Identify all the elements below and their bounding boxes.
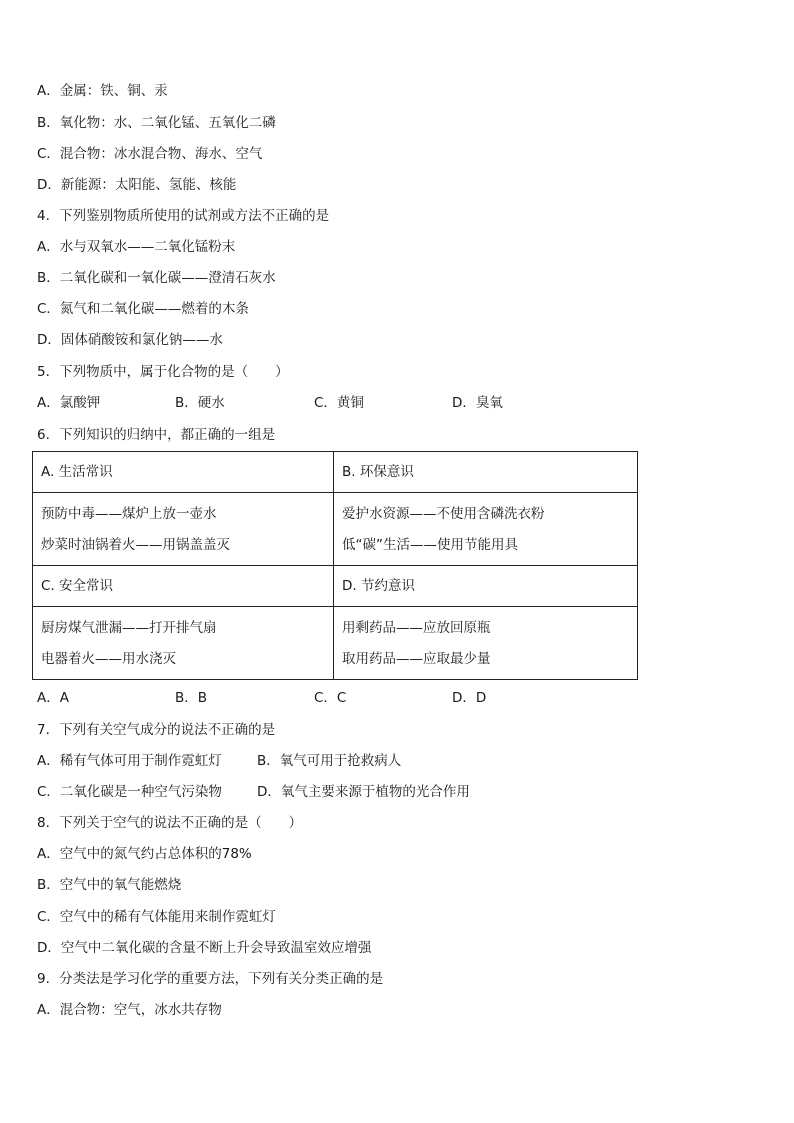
q3-option-c: C．混合物：冰水混合物、海水、空气 [37, 146, 263, 162]
table-c-line1: 厨房煤气泄漏——打开排气扇 [41, 620, 217, 636]
table-cell-d-body [334, 607, 638, 680]
q8-option-b: B．空气中的氧气能燃烧 [37, 877, 182, 893]
q6-option-b: B．B [175, 690, 208, 706]
table-b-line2: 低“碳”生活——使用节能用具 [342, 537, 518, 553]
table-cell-d-head: D. 节约意识 [334, 566, 638, 607]
q7-option-c: C．二氧化碳是一种空气污染物 [37, 784, 222, 800]
q4-option-a: A．水与双氧水——二氧化锰粉末 [37, 239, 236, 255]
q6-option-c: C．C [314, 690, 347, 706]
q3-option-b: B．氧化物：水、二氧化锰、五氧化二磷 [37, 115, 276, 131]
table-cell-c-body [33, 607, 334, 680]
q4-stem: 4．下列鉴别物质所使用的试剂或方法不正确的是 [37, 208, 330, 224]
table-cell-c-head: C. 安全常识 [33, 566, 334, 607]
table-cell-a-head: A. 生活常识 [33, 452, 334, 493]
q4-option-c: C．氮气和二氧化碳——燃着的木条 [37, 301, 249, 317]
q8-option-d: D．空气中二氧化碳的含量不断上升会导致温室效应增强 [37, 940, 372, 956]
q7-option-a: A．稀有气体可用于制作霓虹灯 [37, 753, 222, 769]
table-cell-a-body [33, 493, 334, 566]
q6-stem: 6．下列知识的归纳中，都正确的一组是 [37, 427, 276, 443]
q7-option-d: D．氧气主要来源于植物的光合作用 [257, 784, 470, 800]
q9-stem: 9．分类法是学习化学的重要方法，下列有关分类正确的是 [37, 971, 384, 987]
q6-knowledge-table [32, 451, 638, 680]
table-cell-b-head: B. 环保意识 [334, 452, 638, 493]
q4-option-b: B．二氧化碳和一氧化碳——澄清石灰水 [37, 270, 276, 286]
q5-option-c: C．黄铜 [314, 395, 364, 411]
q9-option-a: A．混合物：空气，冰水共存物 [37, 1002, 222, 1018]
q5-option-a: A．氯酸钾 [37, 395, 101, 411]
q5-option-b: B．硬水 [175, 395, 225, 411]
q3-option-a: A．金属：铁、铜、汞 [37, 83, 168, 99]
q8-option-a: A．空气中的氮气约占总体积的78% [37, 846, 252, 862]
table-cell-b-body [334, 493, 638, 566]
table-d-line2: 取用药品——应取最少量 [342, 651, 491, 667]
table-a-line1: 预防中毒——煤炉上放一壶水 [41, 506, 217, 522]
q8-stem: 8．下列关于空气的说法不正确的是（ ） [37, 815, 303, 831]
table-a-line2: 炒菜时油锅着火——用锅盖盖灭 [41, 537, 230, 553]
q8-option-c: C．空气中的稀有气体能用来制作霓虹灯 [37, 909, 276, 925]
table-d-line1: 用剩药品——应放回原瓶 [342, 620, 491, 636]
q3-option-d: D．新能源：太阳能、氢能、核能 [37, 177, 237, 193]
table-c-line2: 电器着火——用水浇灭 [41, 651, 176, 667]
q5-option-d: D．臭氧 [452, 395, 503, 411]
q6-option-a: A．A [37, 690, 69, 706]
q5-stem: 5．下列物质中，属于化合物的是（ ） [37, 364, 289, 380]
q7-stem: 7．下列有关空气成分的说法不正确的是 [37, 722, 276, 738]
q4-option-d: D．固体硝酸铵和氯化钠——水 [37, 332, 223, 348]
q6-option-d: D．D [452, 690, 487, 706]
table-b-line1: 爱护水资源——不使用含磷洗衣粉 [342, 506, 545, 522]
q7-option-b: B．氧气可用于抢救病人 [257, 753, 402, 769]
